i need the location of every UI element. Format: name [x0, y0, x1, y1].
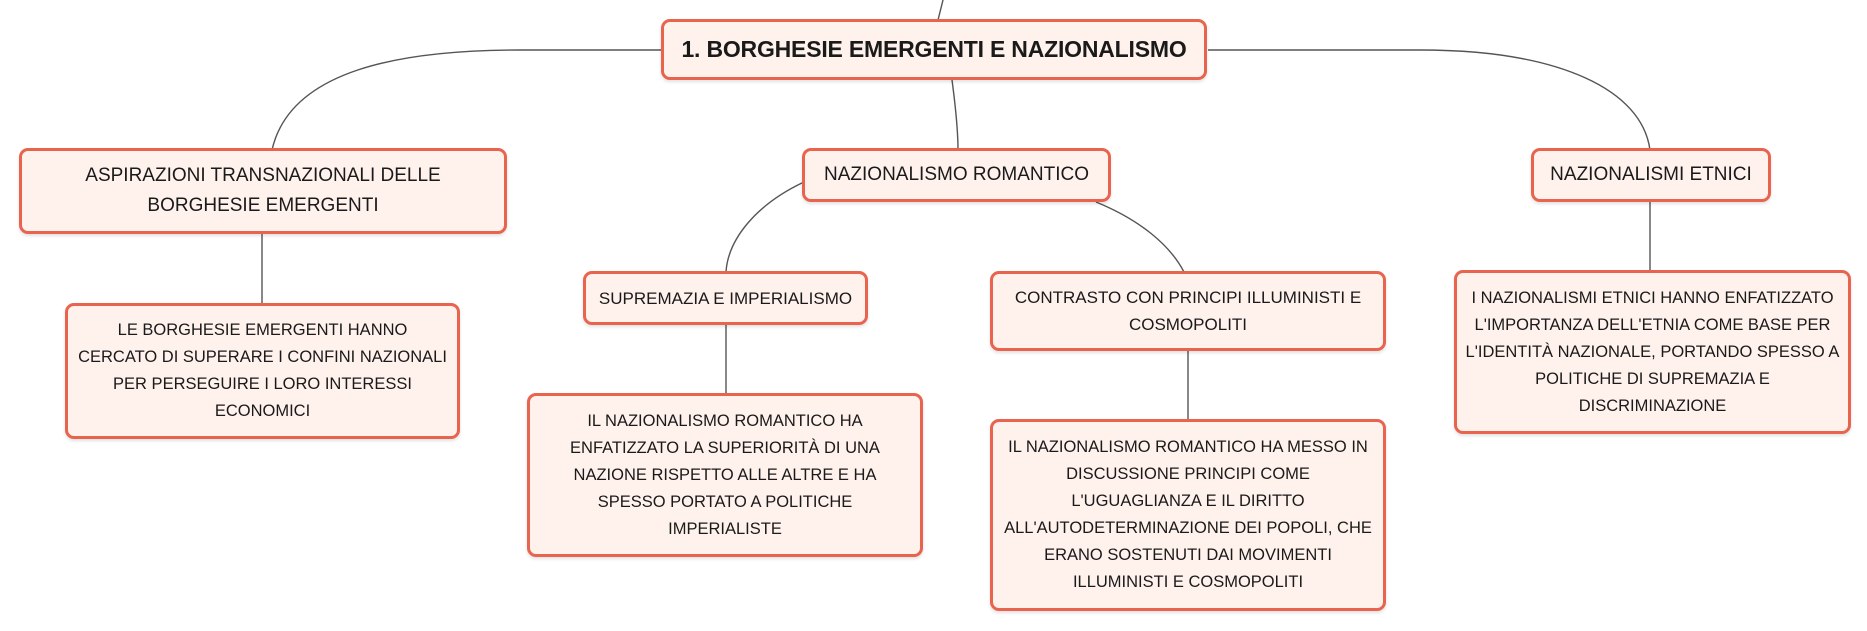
edge-root-aspirazioni: [272, 50, 664, 150]
node-supremazia-desc-label: IL NAZIONALISMO ROMANTICO HA ENFATIZZATO LA SUPERIORITÀ DI UNA NAZIONE RISPETTO ALLE ALTRE E HA SPESSO PORTATO A POLITICHE IMPERIALISTE: [570, 411, 880, 538]
edge-romantico-supremazia: [726, 182, 804, 272]
edge-root-romantico: [952, 80, 958, 150]
node-etnici-label: NAZIONALISMI ETNICI: [1550, 164, 1752, 185]
node-root[interactable]: [661, 19, 1207, 80]
node-aspirazioni[interactable]: [19, 148, 507, 234]
node-romantico[interactable]: [802, 148, 1111, 202]
node-etnici-desc[interactable]: [1454, 270, 1851, 434]
node-etnici[interactable]: [1531, 148, 1771, 202]
node-contrasto-desc-label: IL NAZIONALISMO ROMANTICO HA MESSO IN DISCUSSIONE PRINCIPI COME L'UGUAGLIANZA E IL DIRITTO ALL'AUTODETERMINAZIONE DEI POPOLI, CHE ERANO SOSTENUTI DAI MOVIMENTI ILLUMINISTI E COSMOPOLITI: [1004, 438, 1372, 591]
node-root-label: 1. BORGHESIE EMERGENTI E NAZIONALISMO: [681, 36, 1187, 62]
node-supremazia-desc[interactable]: [527, 393, 923, 557]
edge-romantico-contrasto: [1096, 202, 1184, 272]
node-contrasto[interactable]: [990, 271, 1386, 351]
node-borghesie-desc-label: LE BORGHESIE EMERGENTI HANNO CERCATO DI SUPERARE I CONFINI NAZIONALI PER PERSEGUIRE I LORO INTERESSI ECONOMICI: [78, 321, 447, 420]
node-contrasto-desc[interactable]: [990, 419, 1386, 611]
node-supremazia[interactable]: [583, 271, 868, 325]
node-supremazia-label: SUPREMAZIA E IMPERIALISMO: [598, 288, 853, 308]
node-contrasto-label: CONTRASTO CON PRINCIPI ILLUMINISTI E COSMOPOLITI: [1014, 288, 1362, 334]
node-etnici-desc-label: I NAZIONALISMI ETNICI HANNO ENFATIZZATO L'IMPORTANZA DELL'ETNIA COME BASE PER L'IDENTITÀ NAZIONALE, PORTANDO SPESSO A POLITICHE DI SUPREMAZIA E DISCRIMINAZIONE: [1465, 288, 1840, 415]
node-borghesie-desc[interactable]: [65, 303, 460, 439]
edge-root-etnici: [1208, 50, 1650, 150]
edge-upstream: [938, 0, 943, 20]
node-aspirazioni-label: ASPIRAZIONI TRANSNAZIONALI DELLE BORGHESIE EMERGENTI: [85, 165, 441, 216]
node-romantico-label: NAZIONALISMO ROMANTICO: [824, 164, 1089, 185]
